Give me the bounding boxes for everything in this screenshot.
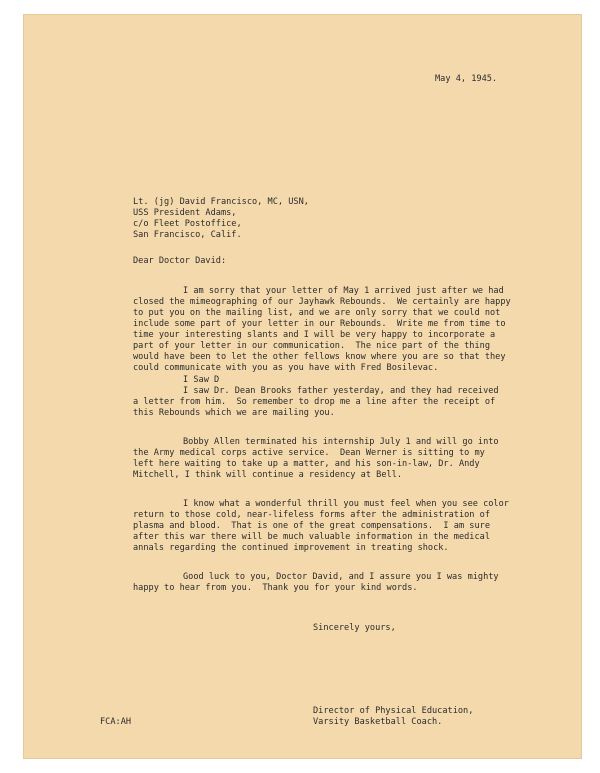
paragraph-2-line-3: this Rebounds which we are mailing you. xyxy=(133,408,335,418)
paragraph-4-line-4: after this war there will be much valuable information in the medical xyxy=(133,532,490,542)
paragraph-4-line-5: annals regarding the continued improvement in treating shock. xyxy=(133,543,449,553)
letter-date: May 4, 1945. xyxy=(435,74,498,84)
address-line-3: c/o Fleet Postoffice, xyxy=(133,219,242,229)
reference-initials: FCA:AH xyxy=(100,717,132,727)
paragraph-4-line-3: plasma and blood. That is one of the great compensations. I am sure xyxy=(133,521,490,531)
paragraph-5-line-1: Good luck to you, Doctor David, and I assure you I was mighty xyxy=(183,572,499,582)
address-line-1: Lt. (jg) David Francisco, MC, USN, xyxy=(133,197,309,207)
typed-note: I Saw D xyxy=(183,375,220,385)
address-line-2: USS President Adams, xyxy=(133,208,237,218)
paragraph-2-line-2: a letter from him. So remember to drop me a line after the receipt of xyxy=(133,397,496,407)
letter-page xyxy=(23,14,582,759)
paragraph-1-line-6: part of your letter in our communication. The nice part of the thing xyxy=(133,341,490,351)
paragraph-1-line-5: time your interesting slants and I will be very happy to incorporate a xyxy=(133,330,496,340)
paragraph-1-line-4: include some part of your letter in our Rebounds. Write me from time to xyxy=(133,319,506,329)
closing: Sincerely yours, xyxy=(313,623,396,633)
signature-line-1: Director of Physical Education, xyxy=(313,706,474,716)
paragraph-3-line-3: left here waiting to take up a matter, and his son-in-law, Dr. Andy xyxy=(133,459,480,469)
address-line-4: San Francisco, Calif. xyxy=(133,230,242,240)
paragraph-5-line-2: happy to hear from you. Thank you for your kind words. xyxy=(133,583,418,593)
paragraph-1-line-3: to put you on the mailing list, and we are only sorry that we could not xyxy=(133,308,501,318)
paragraph-1-line-1: I am sorry that your letter of May 1 arrived just after we had xyxy=(183,286,504,296)
paragraph-1-line-8: could communicate with you as you have with Fred Bosilevac. xyxy=(133,363,439,373)
paragraph-1-line-7: would have been to let the other fellows know where you are so that they xyxy=(133,352,506,362)
paragraph-1-line-2: closed the mimeographing of our Jayhawk Rebounds. We certainly are happy xyxy=(133,297,511,307)
paragraph-4-line-1: I know what a wonderful thrill you must feel when you see color xyxy=(183,499,509,509)
paragraph-3-line-1: Bobby Allen terminated his internship July 1 and will go into xyxy=(183,437,499,447)
paragraph-2-line-1: I saw Dr. Dean Brooks father yesterday, and they had received xyxy=(183,386,499,396)
paragraph-4-line-2: return to those cold, near-lifeless forms after the administration of xyxy=(133,510,490,520)
paragraph-3-line-2: the Army medical corps active service. Dean Werner is sitting to my xyxy=(133,448,485,458)
salutation: Dear Doctor David: xyxy=(133,256,227,266)
paragraph-3-line-4: Mitchell, I think will continue a residency at Bell. xyxy=(133,470,403,480)
signature-line-2: Varsity Basketball Coach. xyxy=(313,717,443,727)
